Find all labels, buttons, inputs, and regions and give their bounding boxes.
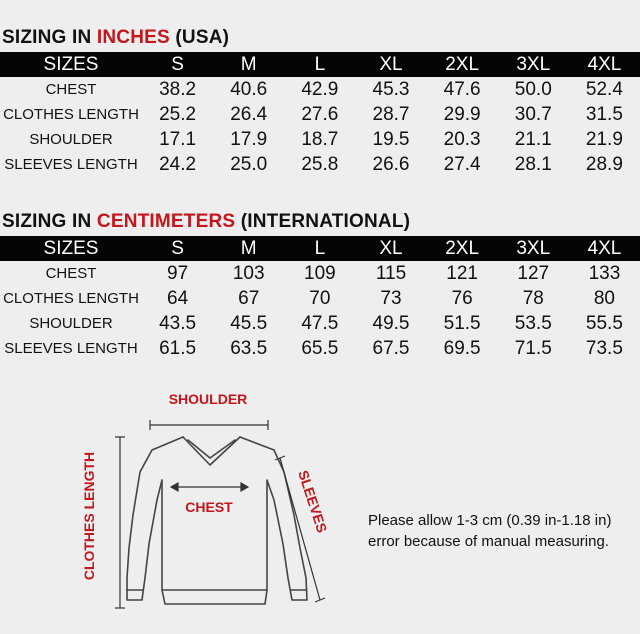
sweater-measurement-diagram: [0, 380, 640, 634]
table-cell: 73.5: [585, 337, 623, 359]
table-cell: 30.7: [514, 103, 552, 125]
cm-size-m: M: [213, 236, 284, 261]
cm-size-table: [0, 236, 640, 361]
cm-title-highlight: CENTIMETERS: [96, 211, 236, 232]
inches-title-suffix: (USA): [169, 27, 230, 48]
table-cell: 25.2: [159, 103, 197, 125]
chest-label: CHEST: [185, 499, 233, 515]
table-cell: 52.4: [585, 78, 623, 100]
inches-title-highlight: INCHES: [96, 27, 170, 48]
inches-title-prefix: SIZING IN: [2, 27, 97, 48]
table-cell: 121: [446, 262, 478, 284]
table-cell: 18.7: [301, 128, 339, 150]
table-cell: 31.5: [585, 103, 623, 125]
inches-size-3xl: 3XL: [498, 52, 569, 77]
cm-size-3xl: 3XL: [498, 236, 569, 261]
table-cell: 28.7: [372, 103, 410, 125]
table-cell: 47.6: [443, 78, 481, 100]
cm-title-suffix: (INTERNATIONAL): [235, 211, 411, 232]
table-cell: 24.2: [159, 153, 197, 175]
table-cell: 127: [517, 262, 550, 284]
table-cell: 19.5: [372, 128, 410, 150]
row-label: CHEST: [45, 81, 97, 98]
table-cell: 65.5: [301, 337, 339, 359]
sweater-outline-icon: [127, 437, 307, 604]
table-cell: 50.0: [514, 78, 552, 100]
row-label: CLOTHES LENGTH: [3, 290, 139, 307]
table-row: [0, 261, 640, 286]
table-cell: 27.6: [301, 103, 339, 125]
table-cell: 26.6: [372, 153, 410, 175]
table-cell: 49.5: [372, 312, 410, 334]
sleeves-label: SLEEVES: [295, 468, 331, 535]
inches-section-title: [2, 27, 229, 49]
length-measure-line: [115, 437, 125, 608]
table-cell: 69.5: [443, 337, 481, 359]
table-cell: 25.0: [230, 153, 268, 175]
table-row: [0, 102, 640, 127]
table-cell: 97: [167, 262, 189, 284]
cm-header-label: SIZES: [0, 236, 142, 261]
table-cell: 76: [451, 287, 473, 309]
cm-size-xl: XL: [355, 236, 426, 261]
cm-title-prefix: SIZING IN: [2, 211, 97, 232]
shoulder-measure-line: [150, 420, 268, 430]
table-cell: 40.6: [230, 78, 268, 100]
table-row: [0, 311, 640, 336]
table-cell: 38.2: [159, 78, 197, 100]
inches-size-4xl: 4XL: [569, 52, 640, 77]
table-cell: 78: [522, 287, 544, 309]
row-label: SLEEVES LENGTH: [4, 340, 138, 357]
table-cell: 70: [309, 287, 331, 309]
table-cell: 64: [167, 287, 189, 309]
table-cell: 109: [304, 262, 336, 284]
table-cell: 115: [375, 262, 407, 284]
measurement-note: [368, 510, 611, 552]
row-label: SLEEVES LENGTH: [4, 156, 138, 173]
table-row: [0, 127, 640, 152]
cm-header-row: [0, 236, 640, 261]
table-cell: 17.1: [159, 128, 197, 150]
table-cell: 133: [588, 262, 621, 284]
chest-measure-line: [171, 483, 248, 491]
table-cell: 53.5: [514, 312, 552, 334]
shoulder-label: SHOULDER: [168, 391, 248, 407]
table-cell: 67: [238, 287, 260, 309]
table-cell: 45.5: [230, 312, 268, 334]
note-line-2: error because of manual measuring.: [368, 533, 609, 550]
table-cell: 67.5: [372, 337, 410, 359]
table-cell: 45.3: [372, 78, 410, 100]
inches-size-s: S: [142, 52, 213, 77]
table-cell: 80: [593, 287, 615, 309]
table-cell: 28.9: [585, 153, 623, 175]
inches-size-2xl: 2XL: [427, 52, 498, 77]
row-label: CLOTHES LENGTH: [3, 106, 139, 123]
inches-header-label: SIZES: [0, 52, 142, 77]
table-cell: 20.3: [443, 128, 481, 150]
note-line-1: Please allow 1-3 cm (0.39 in-1.18 in): [368, 512, 612, 529]
row-label: SHOULDER: [29, 131, 113, 148]
table-cell: 17.9: [230, 128, 268, 150]
table-cell: 25.8: [301, 153, 339, 175]
table-cell: 21.1: [514, 128, 552, 150]
row-label: SHOULDER: [29, 315, 113, 332]
inches-size-xl: XL: [355, 52, 426, 77]
table-cell: 103: [232, 262, 265, 284]
table-cell: 42.9: [301, 78, 339, 100]
table-cell: 29.9: [443, 103, 481, 125]
table-cell: 43.5: [159, 312, 197, 334]
table-row: [0, 152, 640, 177]
inches-header-row: [0, 52, 640, 77]
table-cell: 63.5: [230, 337, 268, 359]
table-row: [0, 336, 640, 361]
table-row: [0, 77, 640, 102]
clothes-length-label: CLOTHES LENGTH: [81, 451, 97, 581]
table-cell: 71.5: [514, 337, 552, 359]
cm-size-l: L: [284, 236, 355, 261]
table-cell: 27.4: [443, 153, 481, 175]
table-cell: 28.1: [514, 153, 552, 175]
cm-size-s: S: [142, 236, 213, 261]
table-cell: 21.9: [585, 128, 623, 150]
table-cell: 61.5: [159, 337, 197, 359]
inches-size-l: L: [284, 52, 355, 77]
table-cell: 51.5: [443, 312, 481, 334]
table-row: [0, 286, 640, 311]
cm-size-4xl: 4XL: [569, 236, 640, 261]
cm-section-title: [2, 211, 410, 233]
table-cell: 73: [380, 287, 402, 309]
table-cell: 26.4: [230, 103, 268, 125]
inches-size-table: [0, 52, 640, 177]
table-cell: 47.5: [301, 312, 339, 334]
table-cell: 55.5: [585, 312, 623, 334]
inches-size-m: M: [213, 52, 284, 77]
row-label: CHEST: [45, 265, 97, 282]
cm-size-2xl: 2XL: [427, 236, 498, 261]
